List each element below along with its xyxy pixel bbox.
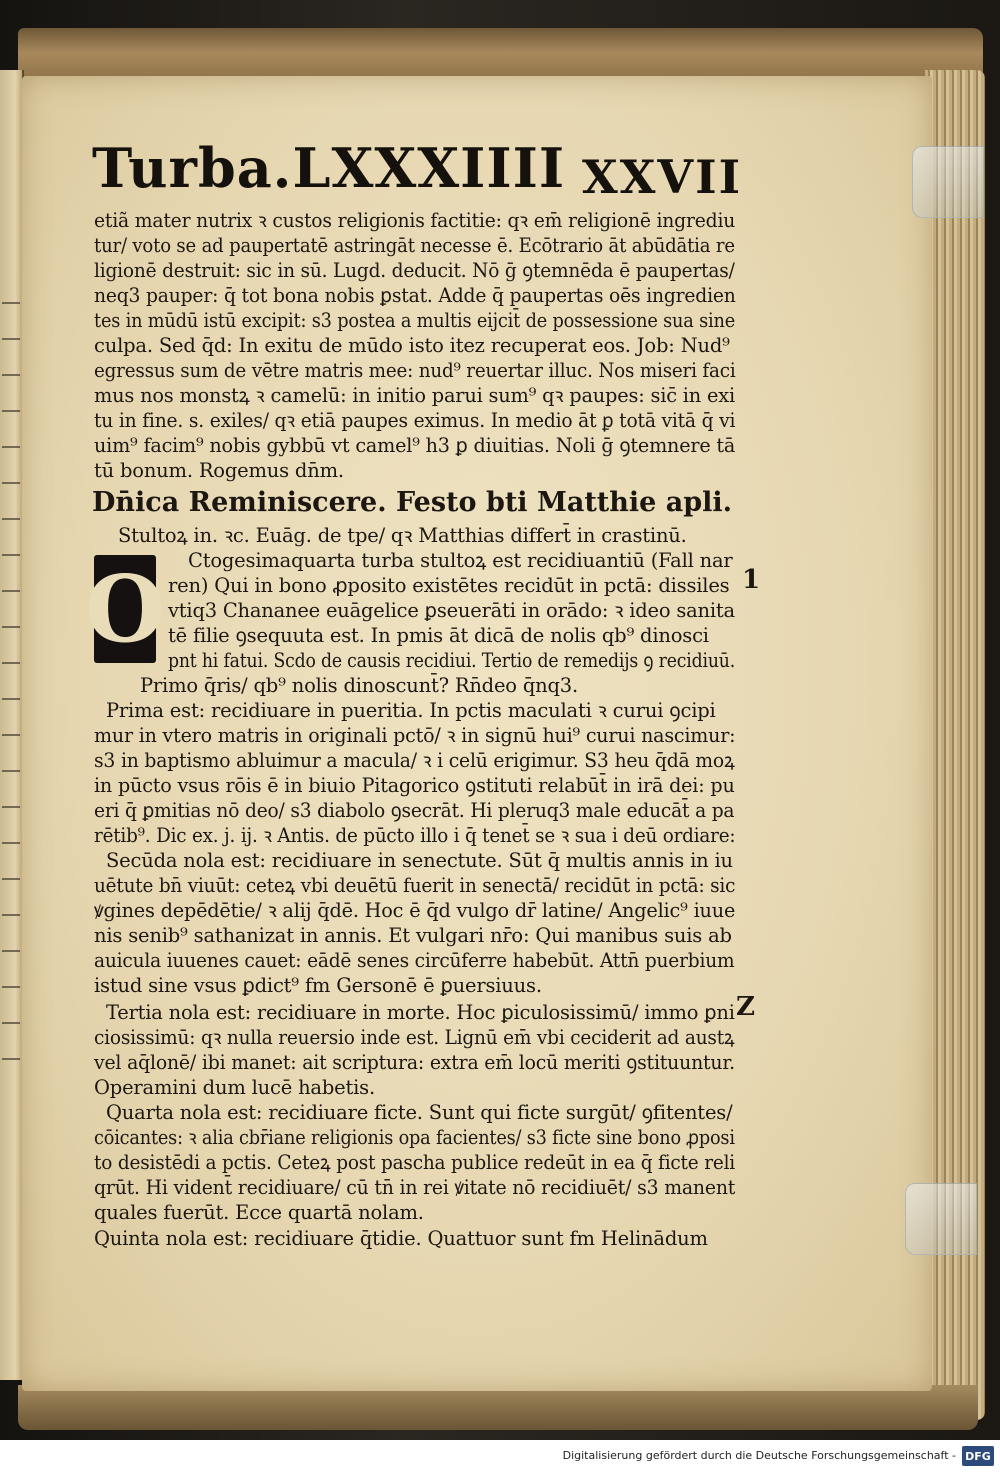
book-top-edge: [18, 28, 983, 83]
text-line: ꝟgines depēdētie/ ꝛ alij q̄dē. Hoc ē q̄d vulgo dr̄ latine/ Angelic⁹ iuue: [94, 899, 736, 922]
text-line: rētib⁹. Dic ex. j. ij. ꝛ Antis. de pūcto illo i q̄ tenet̄ se ꝛ sua i deū ordiare:: [94, 824, 736, 847]
book-bottom-edge: [18, 1385, 978, 1430]
text-line: Quarta nola est: recidiuare ficte. Sunt qui ficte surgūt/ ꝯfitentes/: [106, 1101, 733, 1124]
text-line: in pūcto vsus rōis ē in biuio Pitagorico ꝯstituti relabūt̄ in irā dei: pu: [94, 774, 735, 797]
section-subheading: Dn̄ica Reminiscere. Festo bti Matthie apli.: [92, 487, 733, 518]
text-line: Quinta nola est: recidiuare q̄tidie. Quattuor sunt fm Helinādum: [94, 1227, 708, 1250]
facing-page-edge: [0, 70, 24, 1380]
text-line: tu in fine. s. exiles/ qꝛ etiā paupes eximus. In medio āt ꝑ totā vitā q̄ vi: [94, 409, 736, 432]
text-line: tes in mūdū istū excipit: s3 postea a multis eijcit̄ de possessione sua sine: [94, 309, 736, 332]
text-line: tū bonum. Rogemus dn̄m.: [94, 459, 344, 482]
text-line: eri q̄ ꝑmitias nō deo/ s3 diabolo ꝯsecrāt. Hi pleruq3 male educāt̄ a pa: [94, 799, 735, 822]
text-line: uim⁹ facim⁹ nobis gybbū vt camel⁹ h3 ꝑ diuitias. Noli ḡ ꝯtemnere tā: [94, 434, 736, 457]
margin-note: 1: [742, 565, 761, 595]
text-line: qrūt. Hi vident̄ recidiuare/ cū tn̄ in rei ꝟitate nō recidiuēt/ s3 manent: [94, 1176, 736, 1199]
text-line: ren) Qui in bono ꝓposito existētes recidūt in pctā: dissiles: [168, 574, 730, 597]
text-line: etiã mater nutrix ꝛ custos religionis factitie: qꝛ em̄ religionē ingrediu: [94, 209, 736, 232]
text-line: Operamini dum lucē habetis.: [94, 1076, 375, 1099]
text-line: Ctogesimaquarta turba stultoꝝ est recidiuantiū (Fall nar: [188, 549, 733, 572]
text-line: uētute bn̄ viuūt: ceteꝝ vbi deuētū fuerit in senectā/ recidūt in pctā: sic: [94, 874, 736, 897]
page-clip-top: [912, 146, 984, 218]
drop-cap-initial: O: [84, 555, 166, 663]
text-line: to desistēdi a pctis. Ceteꝝ post pascha publice redeūt in ea q̄ ficte reli: [94, 1151, 736, 1174]
text-line: s3 in baptismo abluimur a macula/ ꝛ i celū erigimur. S3 heu q̄dā moꝝ: [94, 749, 735, 772]
page-heading: Turba.LXXXIIII: [92, 136, 566, 200]
margin-note: Z: [736, 992, 755, 1022]
text-line: Stultoꝝ in. ꝛc. Euāg. de tpe/ qꝛ Matthias differt̄ in crastinū.: [118, 524, 687, 547]
text-line: ciosissimū: qꝛ nulla reuersio inde est. Lignū em̄ vbi ceciderit ad austꝝ: [94, 1026, 735, 1049]
footer-bar: [0, 1440, 1000, 1473]
text-line: cōicantes: ꝛ alia cbr̄iane religionis opa facientes/ s3 ficte sine bono ꝓposi: [94, 1126, 735, 1149]
text-line: mus nos monstꝝ ꝛ camelū: in initio parui sum⁹ qꝛ paupes: sic̄ in exi: [94, 384, 735, 407]
text-line: Prima est: recidiuare in pueritia. In pctis maculati ꝛ curui ꝯcipi: [106, 699, 716, 722]
text-line: culpa. Sed q̄d: In exitu de mūdo isto itez recuperat eos. Job: Nud⁹: [94, 334, 730, 357]
text-line: egressus sum de vētre matris mee: nud⁹ reuertar illuc. Nos miseri faci: [94, 359, 736, 382]
text-line: Primo q̄ris/ qb⁹ nolis dinoscunt̄? Rn̄deo q̄nq3.: [140, 674, 578, 697]
text-line: istud sine vsus ꝑdict⁹ fm Gersonē ē ꝑuersiuus.: [94, 974, 542, 997]
text-line: vel aq̄lonē/ ibi manet: ait scriptura: extra em̄ locū meriti ꝯstituuntur.: [94, 1051, 735, 1074]
text-line: nis senib⁹ sathanizat in annis. Et vulgari nr̄o: Qui manibus suis ab: [94, 924, 732, 947]
text-line: auicula iuuenes cauet: eādē senes circūferre habebūt. Attn̄ puerbium: [94, 949, 735, 972]
page-clip-bottom: [905, 1183, 977, 1255]
folio-number: XXVII: [582, 150, 743, 204]
facing-page-text-marks: [2, 280, 20, 1060]
text-line: tē filie ꝯsequuta est. In pmis āt dicā de nolis qb⁹ dinosci: [168, 624, 709, 647]
text-line: Tertia nola est: recidiuare in morte. Hoc ꝑiculosissimū/ immo ꝑni: [106, 1001, 735, 1024]
text-line: vtiq3 Chananee euāgelice ꝑseuerāti in orādo: ꝛ ideo sanita: [168, 599, 735, 622]
text-line: ligionē destruit: sic in sū. Lugd. deducit. Nō ḡ ꝯtemnēda ē paupertas/: [94, 259, 735, 282]
text-line: Secūda nola est: recidiuare in senectute. Sūt q̄ multis annis in iu: [106, 849, 733, 872]
dfg-logo: DFG: [962, 1446, 994, 1466]
text-line: pnt hi fatui. Scdo de causis recidiui. Tertio de remedijs ꝯ recidiuū.: [168, 649, 736, 672]
text-line: tur/ voto se ad paupertatē astringāt necesse ē. Ecōtrario āt abūdātia re: [94, 234, 735, 257]
text-line: mur in vtero matris in originali pctō/ ꝛ in signū hui⁹ curui nascimur:: [94, 724, 736, 747]
text-line: quales fuerūt. Ecce quartā nolam.: [94, 1201, 424, 1224]
text-line: neq3 pauper: q̄ tot bona nobis ꝑstat. Adde q̄ paupertas oēs ingredien: [94, 284, 736, 307]
funding-credit: Digitalisierung gefördert durch die Deutsche Forschungsgemeinschaft -: [562, 1449, 956, 1462]
